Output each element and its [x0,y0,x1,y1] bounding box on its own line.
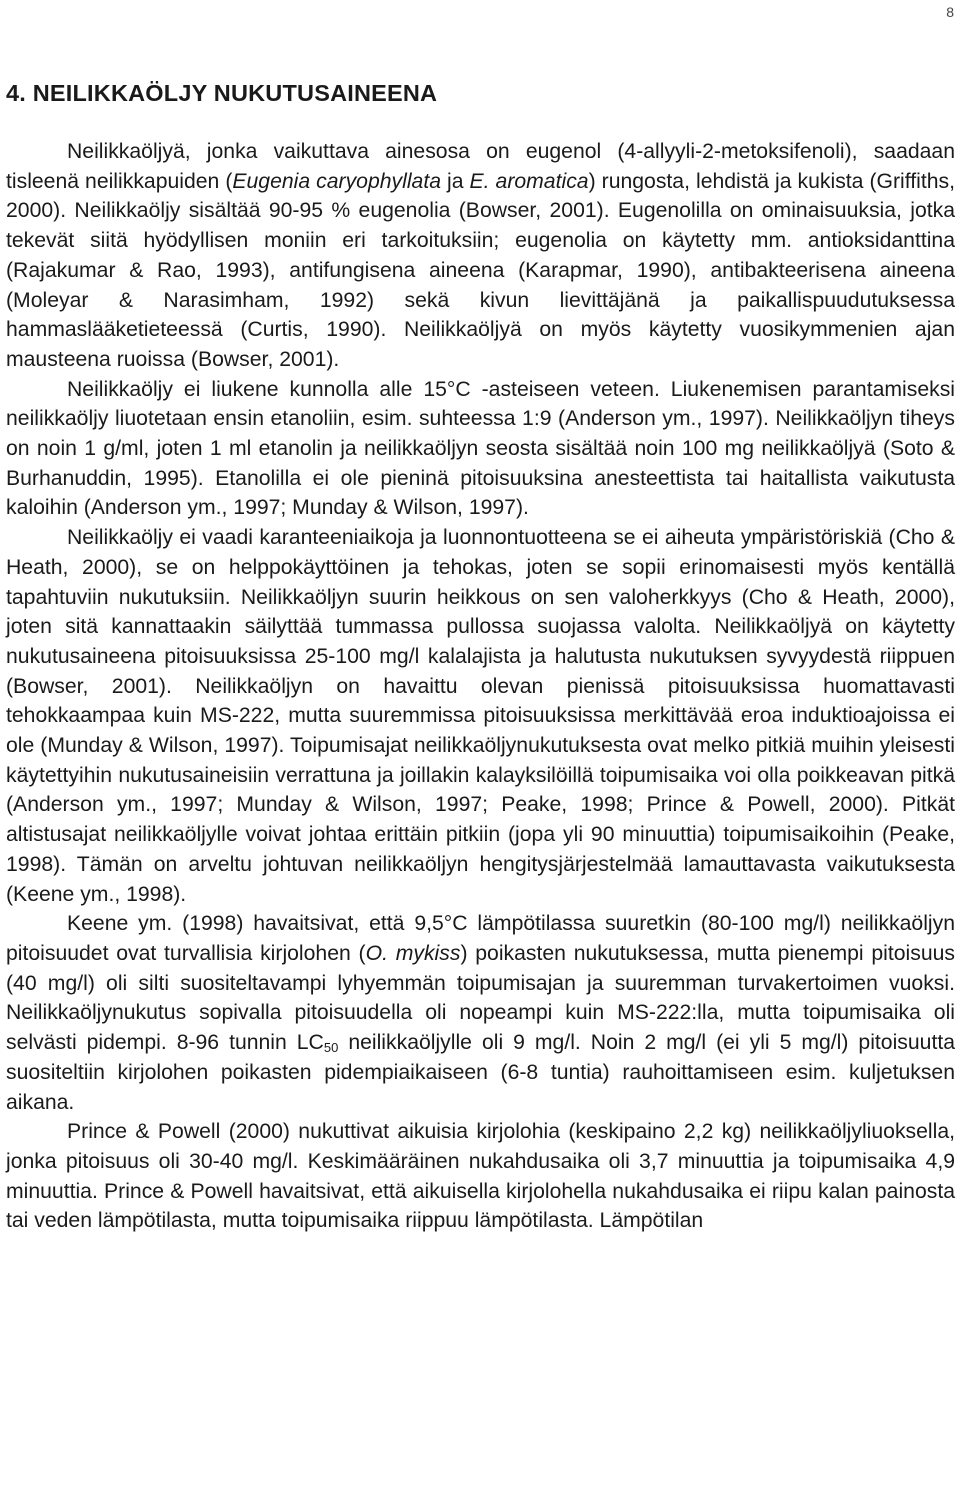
text-run: Neilikkaöljy ei vaadi karanteeniaikoja ja luonnontuotteena se ei aiheuta ympäristöriskiä (Cho & Heath, 2000), se on helppokäyttöinen ja tehokas, joten se sopii erinomaisesti myös kentällä tapahtuviin nukutuksiin. Neilikkaöljyn suurin heikkous on sen valoherkkyys (Cho & Heath, 2000), joten sitä kannattaakin säilyttää tummassa pullossa suojassa valolta. Neilikkaöljyä on käytetty nukutusaineena pitoisuuksissa 25-100 mg/l kalalajista ja halutusta nukutuksen syvyydestä riippuen (Bowser, 2001). Neilikkaöljyn on havaittu olevan pienissä pitoisuuksissa huomattavasti tehokkaampaa kuin MS-222, mutta suuremmissa pitoisuuksissa merkittävää eroa induktioajoissa ei ole (Munday & Wilson, 1997). Toipumisajat neilikkaöljynukutuksesta ovat melko pitkiä muihin yleisesti käytettyihin nukutusaineisiin verrattuna ja joillakin kalayksilöillä toipumisaika voi olla poikkeavan pitkä (Anderson ym., 1997; Munday & Wilson, 1997; Peake, 1998; Prince & Powell, 2000). Pitkät altistusajat neilikkaöljylle voivat johtaa erittäin pitkiin (jopa yli 90 minuuttia) toipumisaikoihin (Peake, 1998). Tämän on arveltu johtuvan neilikkaöljyn hengitysjärjestelmää lamauttavasta vaikutuksesta (Keene ym., 1998). [6,526,955,906]
page-number: 8 [946,4,954,20]
text-run-italic: E. aromatica [469,169,589,193]
paragraph-solubility [6,375,955,524]
text-run: Prince & Powell (2000) nukuttivat aikuisia kirjolohia (keskipaino 2,2 kg) neilikkaöljyliuoksella, jonka pitoisuus oli 30-40 mg/l. Keskimääräinen nukahdusaika oli 3,7 minuuttia ja toipumisaika 4,9 minuuttia. Prince & Powell havaitsivat, että aikuisella kirjolohella nukahdusaika ei riipu kalan painosta tai veden lämpötilasta, mutta toipumisaika riippuu lämpötilasta. Lämpötilan [6,1120,955,1233]
document-body [6,137,955,1236]
paragraph-usage [6,523,955,909]
paragraph-prince-powell [6,1117,955,1236]
text-run: Keene ym. (1998) havaitsivat, että 9,5°C lämpötilassa suuretkin (80-100 mg/l) neilikkaöljyn pitoisuudet ovat turvallisia kirjolohen ( [6,912,955,965]
text-run: Neilikkaöljy ei liukene kunnolla alle 15°C -asteiseen veteen. Liukenemisen parantamiseksi neilikkaöljy liuotetaan ensin etanoliin, esim. suhteessa 1:9 (Anderson ym., 1997). Neilikkaöljyn tiheys on noin 1 g/ml, joten 1 ml etanolin ja neilikkaöljyn seosta sisältää noin 100 mg neilikkaöljyä (Soto & Burhanuddin, 1995). Etanolilla ei ole pieninä pitoisuuksina anesteettista tai haitallista vaikutusta kaloihin (Anderson ym., 1997; Munday & Wilson, 1997). [6,377,955,520]
text-run: ) poikasten nukutuksessa, mutta pienempi pitoisuus (40 mg/l) oli silti suositeltavampi lyhyemmän toipumisajan ja suuremman turvakertoimen vuoksi. Neilikkaöljynukutus sopivalla pitoisuudella oli nopeampi kuin MS-222:lla, mutta toipumisaika oli selvästi pidempi. 8-96 tunnin LC [6,941,955,1055]
text-run: Neilikkaöljyä, jonka vaikuttava ainesosa on eugenol (4-allyyli-2-metoksifenoli), saadaan tisleenä neilikkapuiden ( [6,140,955,193]
text-run-italic: Eugenia caryophyllata [232,169,441,193]
text-run: neilikkaöljylle oli 9 mg/l. Noin 2 mg/l (ei yli 5 mg/l) pitoisuutta suositeltiin kirjolohen poikasten pidempiaikaiseen (6-8 tuntia) rauhoittamiseen esim. kuljetuksen aikana. [6,1031,956,1114]
text-run: ja [441,169,470,193]
text-run-italic: O. mykiss [365,941,461,965]
text-run-subscript: 50 [323,1040,339,1056]
paragraph-keene-study [6,909,955,1117]
text-run: ) rungosta, lehdistä ja kukista (Griffiths, 2000). Neilikkaöljy sisältää 90-95 % eugenolia (Bowser, 2001). Eugenolilla on ominaisuuksia, jotka tekevät siitä hyödyllisen moniin eri tarkoituksiin; eugenolia on käytetty mm. antioksidanttina (Rajakumar & Rao, 1993), antifungisena aineena (Karapmar, 1990), antibakteerisena aineena (Moleyar & Narasimham, 1992) sekä kivun lievittäjänä ja paikallispuudutuksessa hammaslääketieteessä (Curtis, 1990). Neilikkaöljyä on myös käytetty vuosikymmenien ajan mausteena ruoissa (Bowser, 2001). [6,169,956,371]
section-heading: 4. NEILIKKAÖLJY NUKUTUSAINEENA [6,80,438,106]
paragraph-eugenol-intro [6,137,955,375]
